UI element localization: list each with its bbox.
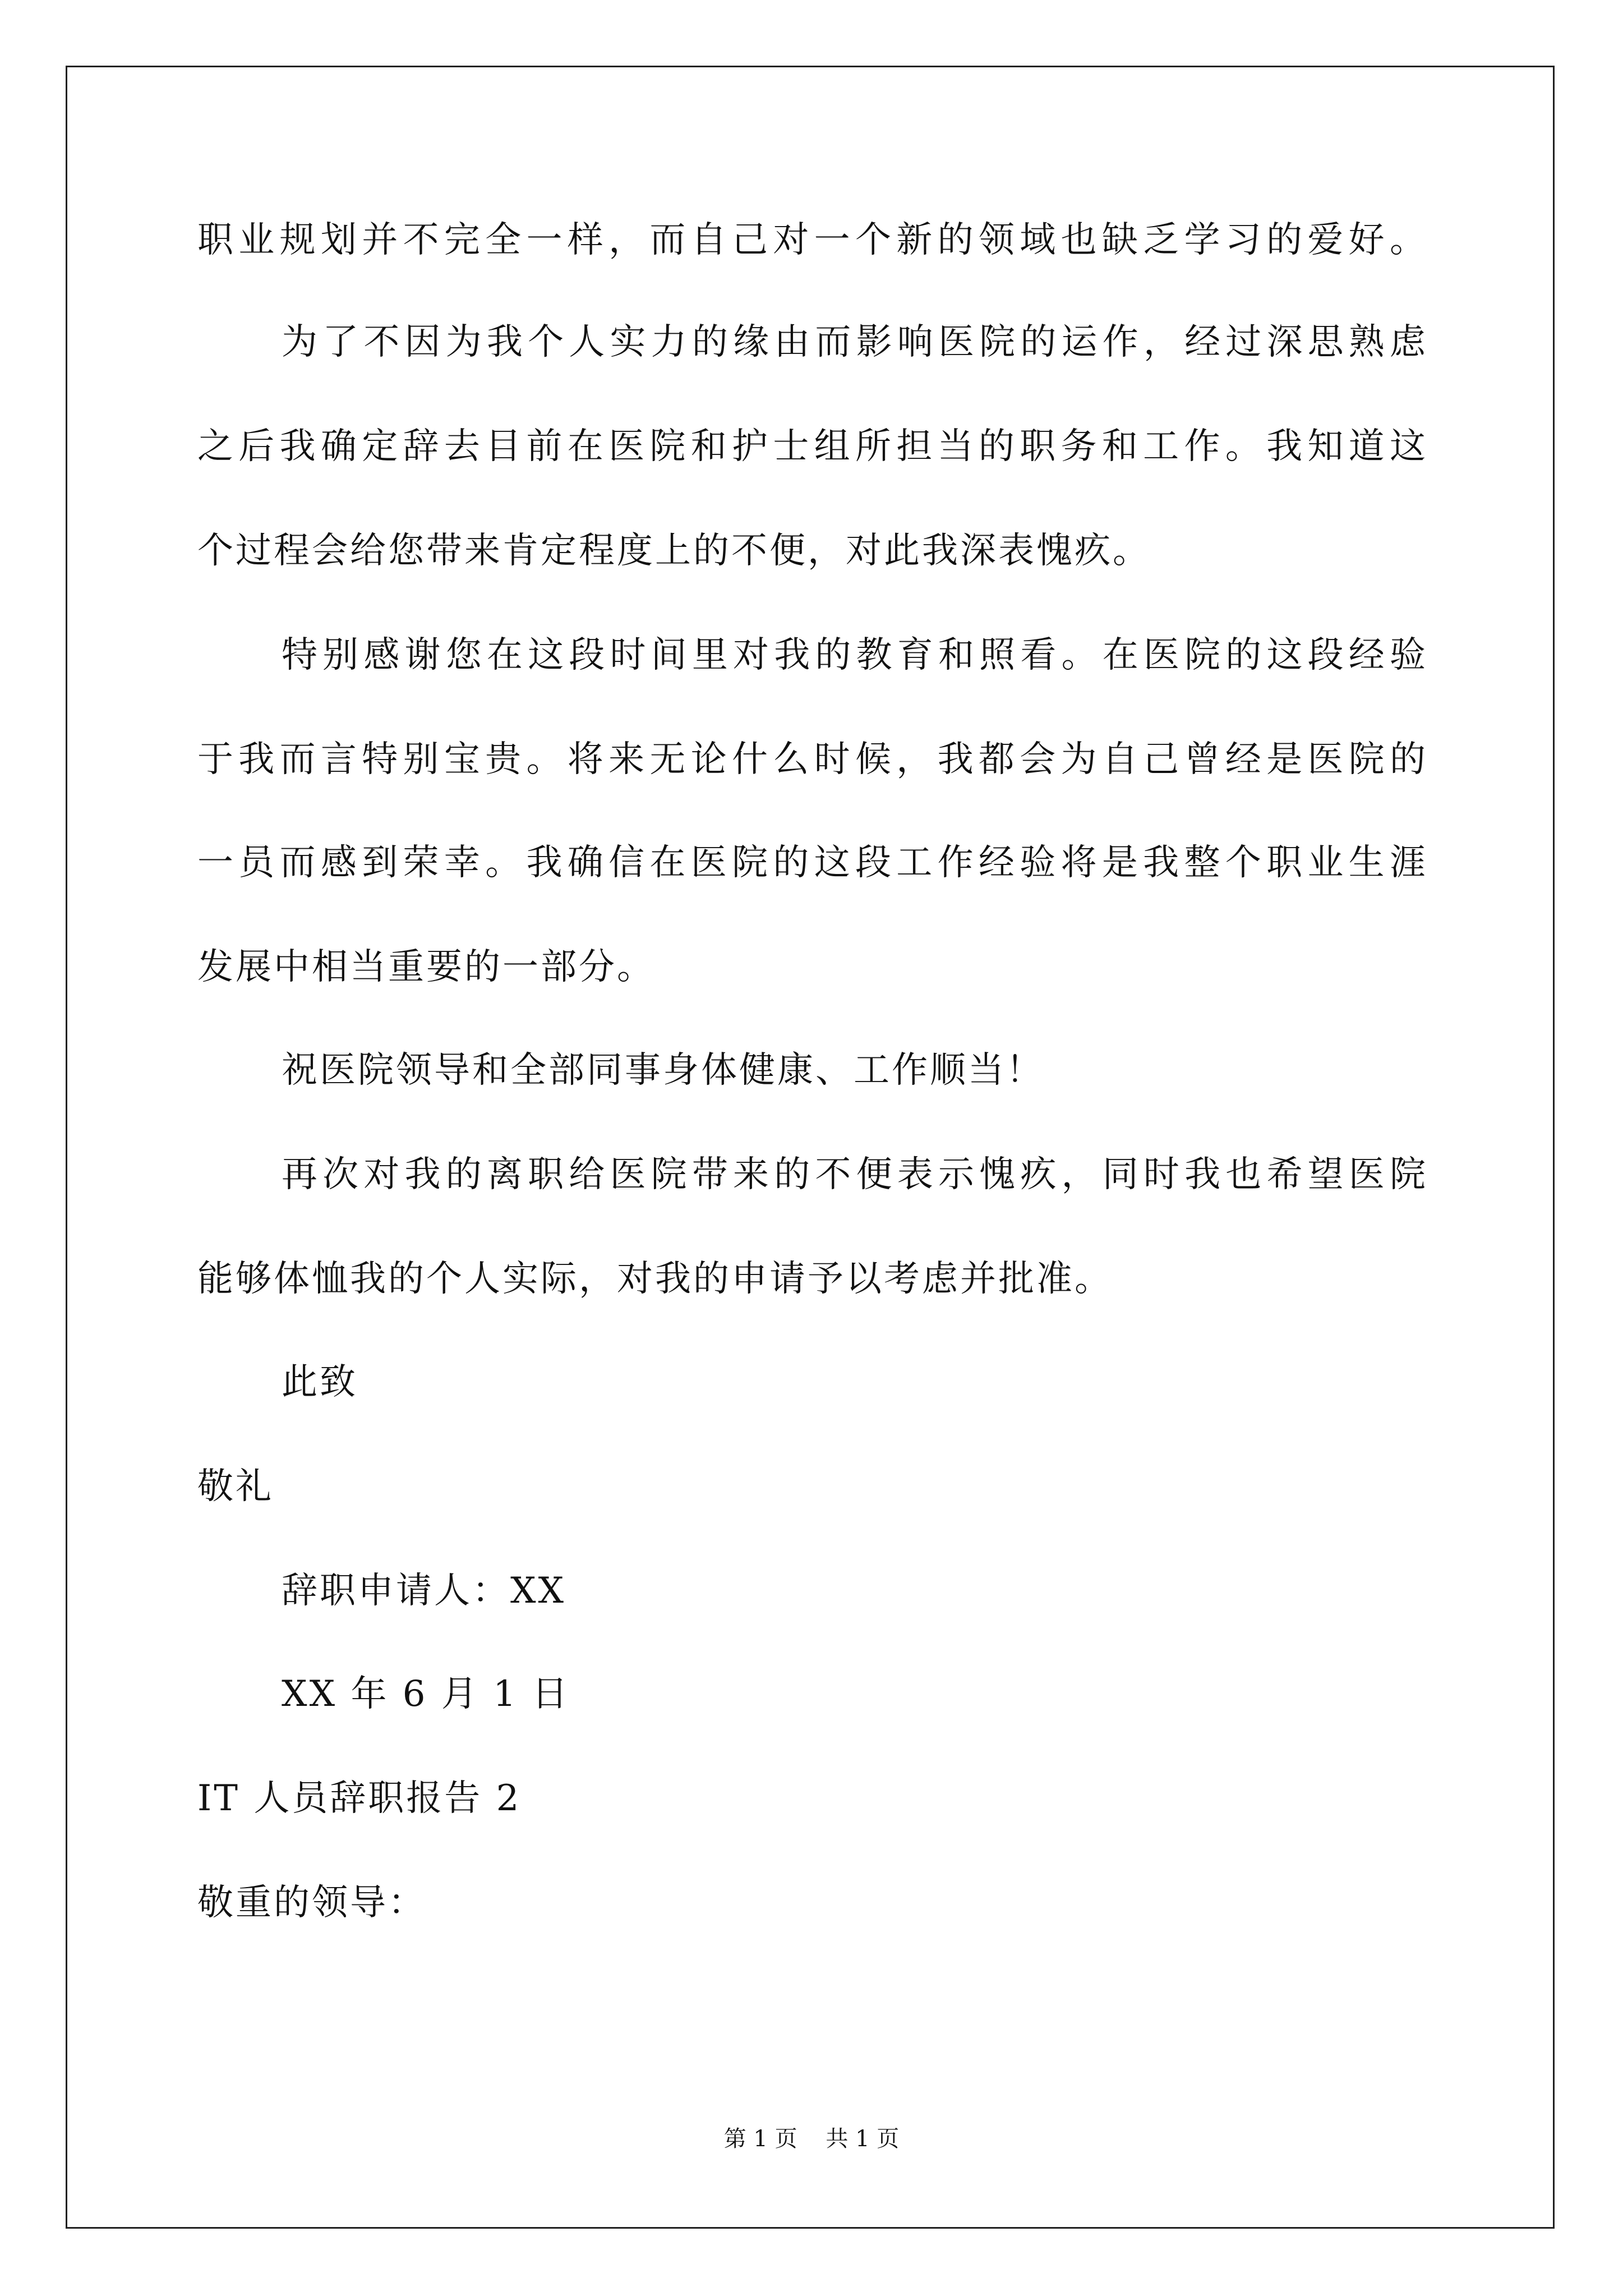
- paragraph-line: 于我而言特别宝贵。将来无论什么时候，我都会为自己曾经是医院的: [197, 739, 1426, 780]
- paragraph-line: 为了不因为我个人实力的缘由而影响医院的运作，经过深思熟虑: [282, 321, 1426, 363]
- paragraph-line: 特别感谢您在这段时间里对我的教育和照看。在医院的这段经验: [282, 634, 1426, 676]
- date-line: XX 年 6 月 1 日: [282, 1673, 570, 1715]
- paragraph-line: 一员而感到荣幸。我确信在医院的这段工作经验将是我整个职业生涯: [197, 842, 1426, 884]
- paragraph-line: 之后我确定辞去目前在医院和护士组所担当的职务和工作。我知道这: [197, 426, 1426, 467]
- signature-line: 辞职申请人：XX: [282, 1570, 566, 1612]
- closing-regards: 敬礼: [197, 1466, 274, 1507]
- paragraph-line: 发展中相当重要的一部分。: [197, 946, 655, 988]
- paragraph-line: 个过程会给您带来肯定程度上的不便，对此我深表愧疚。: [197, 530, 1151, 572]
- paragraph-line: 能够体恤我的个人实际，对我的申请予以考虑并批准。: [197, 1258, 1113, 1300]
- closing-salutation: 此致: [282, 1361, 358, 1403]
- paragraph-line: 祝医院领导和全部同事身体健康、工作顺当！: [282, 1050, 1044, 1091]
- paragraph-line: 职业规划并不完全一样，而自己对一个新的领域也缺乏学习的爱好。: [197, 219, 1426, 261]
- section-heading: IT 人员辞职报告 2: [197, 1778, 522, 1819]
- page-footer: 第 1 页 共 1 页: [723, 2126, 900, 2152]
- greeting-line: 敬重的领导：: [197, 1882, 426, 1924]
- paragraph-line: 再次对我的离职给医院带来的不便表示愧疚，同时我也希望医院: [282, 1154, 1426, 1195]
